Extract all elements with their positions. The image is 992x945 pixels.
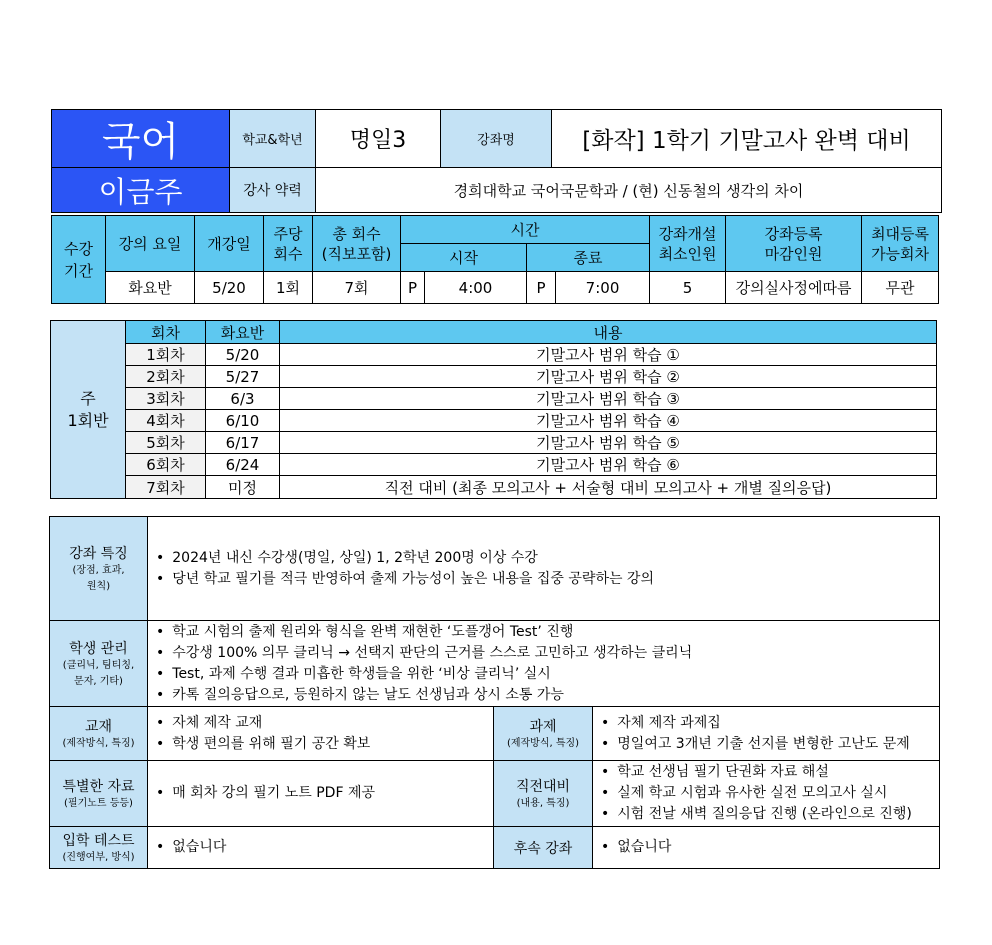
session-date: 미정 bbox=[206, 476, 280, 499]
session-content: 기말고사 범위 학습 ⑥ bbox=[280, 454, 937, 476]
time-header: 시간 bbox=[401, 216, 650, 244]
textbook-title: 교재 bbox=[84, 718, 113, 735]
session-content: 기말고사 범위 학습 ③ bbox=[280, 388, 937, 410]
start-date-value: 5/20 bbox=[195, 272, 264, 304]
table-row bbox=[51, 476, 937, 499]
table-row bbox=[51, 410, 937, 432]
session-number: 5회차 bbox=[126, 432, 206, 454]
session-number: 2회차 bbox=[126, 366, 206, 388]
final-prep-title: 직전대비 bbox=[515, 778, 571, 795]
homework-label bbox=[494, 707, 593, 761]
session-date: 6/17 bbox=[206, 432, 280, 454]
sessions-table bbox=[50, 320, 937, 499]
day-value: 화요반 bbox=[106, 272, 195, 304]
session-date: 6/24 bbox=[206, 454, 280, 476]
table-row bbox=[51, 454, 937, 476]
list-item: • 학교 선생님 필기 단권화 자료 해설 bbox=[601, 762, 939, 783]
textbook-label bbox=[50, 707, 148, 761]
max-session-header: 최대등록 가능회차 bbox=[862, 216, 939, 272]
features-title: 강좌 특징 bbox=[69, 545, 128, 562]
end-time-header: 종료 bbox=[527, 244, 650, 272]
table-row bbox=[51, 432, 937, 454]
list-item: • 없습니다 bbox=[156, 837, 493, 858]
schedule-table bbox=[51, 215, 939, 304]
subject-cell: 국어 bbox=[52, 110, 230, 168]
session-number: 4회차 bbox=[126, 410, 206, 432]
list-item: • 명일여고 3개년 기출 선지를 변형한 고난도 문제 bbox=[601, 734, 939, 755]
deadline-value: 강의실사정에따름 bbox=[726, 272, 862, 304]
list-item: • Test, 과제 수행 결과 미흡한 학생들을 위한 ‘비상 클리닉’ 실시 bbox=[156, 664, 939, 685]
session-date: 6/10 bbox=[206, 410, 280, 432]
homework-subtitle: (제작방식, 특징) bbox=[506, 737, 580, 749]
session-number: 3회차 bbox=[126, 388, 206, 410]
homework-content bbox=[593, 707, 940, 761]
sessions-side-label: 주 1회반 bbox=[51, 321, 126, 499]
min-enroll-value: 5 bbox=[650, 272, 726, 304]
course-details-table bbox=[49, 516, 940, 869]
management-content bbox=[148, 621, 940, 707]
session-number: 7회차 bbox=[126, 476, 206, 499]
list-item: • 자체 제작 과제집 bbox=[601, 713, 939, 734]
start-ampm: P bbox=[401, 272, 425, 304]
list-item: • 카톡 질의응답으로, 등원하지 않는 날도 선생님과 상시 소통 가능 bbox=[156, 685, 939, 706]
entrance-test-content bbox=[148, 827, 494, 869]
session-content: 직전 대비 (최종 모의고사 + 서술형 대비 모의고사 + 개별 질의응답) bbox=[280, 476, 937, 499]
course-header-table bbox=[51, 109, 942, 213]
teacher-profile: 경희대학교 국어국문학과 / (현) 신동철의 생각의 차이 bbox=[316, 168, 942, 213]
list-item: • 자체 제작 교재 bbox=[156, 713, 493, 734]
weekly-count-value: 1회 bbox=[264, 272, 313, 304]
deadline-header: 강좌등록 마감인원 bbox=[726, 216, 862, 272]
total-count-header: 총 회수 (직보포함) bbox=[313, 216, 401, 272]
session-content: 기말고사 범위 학습 ④ bbox=[280, 410, 937, 432]
list-item: • 수강생 100% 의무 클리닉 → 선택지 판단의 근거를 스스로 고민하고 생각하는 클리닉 bbox=[156, 643, 939, 664]
min-enroll-header: 강좌개설 최소인원 bbox=[650, 216, 726, 272]
textbook-content bbox=[148, 707, 494, 761]
features-content bbox=[148, 517, 940, 621]
list-item: • 당년 학교 필기를 적극 반영하여 출제 가능성이 높은 내용을 집중 공략하는 강의 bbox=[156, 569, 939, 590]
school-grade-label: 학교&학년 bbox=[230, 110, 316, 168]
period-label: 수강 기간 bbox=[52, 216, 106, 304]
list-item: • 실제 학교 시험과 유사한 실전 모의고사 실시 bbox=[601, 783, 939, 804]
list-item: • 없습니다 bbox=[601, 837, 939, 858]
total-count-value: 7회 bbox=[313, 272, 401, 304]
materials-title: 특별한 자료 bbox=[62, 778, 135, 795]
end-time-value: 7:00 bbox=[556, 272, 650, 304]
entrance-test-title: 입학 테스트 bbox=[62, 832, 135, 849]
homework-title: 과제 bbox=[529, 718, 557, 735]
day-col-header: 화요반 bbox=[206, 321, 280, 344]
session-date: 5/20 bbox=[206, 344, 280, 366]
start-time-value: 4:00 bbox=[425, 272, 527, 304]
textbook-subtitle: (제작방식, 특징) bbox=[62, 737, 135, 749]
entrance-test-subtitle: (진행여부, 방식) bbox=[62, 851, 135, 863]
list-item: • 시험 전날 새벽 질의응답 진행 (온라인으로 진행) bbox=[601, 804, 939, 825]
max-session-value: 무관 bbox=[862, 272, 939, 304]
table-row bbox=[51, 388, 937, 410]
session-date: 6/3 bbox=[206, 388, 280, 410]
materials-label bbox=[50, 761, 148, 827]
session-col-header: 회차 bbox=[126, 321, 206, 344]
followup-content bbox=[593, 827, 940, 869]
teacher-name: 이금주 bbox=[52, 168, 230, 213]
table-row bbox=[51, 366, 937, 388]
start-time-header: 시작 bbox=[401, 244, 527, 272]
management-label bbox=[50, 621, 148, 707]
profile-label: 강사 약력 bbox=[230, 168, 316, 213]
start-date-header: 개강일 bbox=[195, 216, 264, 272]
list-item: • 학교 시험의 출제 원리와 형식을 완벽 재현한 ‘도플갱어 Test’ 진행 bbox=[156, 622, 939, 643]
course-title: [화작] 1학기 기말고사 완벽 대비 bbox=[552, 110, 942, 168]
session-content: 기말고사 범위 학습 ② bbox=[280, 366, 937, 388]
entrance-test-label bbox=[50, 827, 148, 869]
features-label bbox=[50, 517, 148, 621]
list-item: • 매 회차 강의 필기 노트 PDF 제공 bbox=[156, 783, 493, 804]
school-grade-value: 명일3 bbox=[316, 110, 441, 168]
final-prep-subtitle: (내용, 특징) bbox=[516, 797, 570, 809]
materials-content bbox=[148, 761, 494, 827]
table-row bbox=[51, 344, 937, 366]
session-content: 기말고사 범위 학습 ① bbox=[280, 344, 937, 366]
management-subtitle: (클리닉, 팀티칭, 문자, 기타) bbox=[62, 659, 135, 687]
final-prep-label bbox=[494, 761, 593, 827]
end-ampm: P bbox=[527, 272, 556, 304]
content-col-header: 내용 bbox=[280, 321, 937, 344]
list-item: • 학생 편의를 위해 필기 공간 확보 bbox=[156, 734, 493, 755]
session-date: 5/27 bbox=[206, 366, 280, 388]
list-item: • 2024년 내신 수강생(명일, 상일) 1, 2학년 200명 이상 수강 bbox=[156, 548, 939, 569]
session-number: 6회차 bbox=[126, 454, 206, 476]
final-prep-content bbox=[593, 761, 940, 827]
course-name-label: 강좌명 bbox=[441, 110, 552, 168]
followup-label: 후속 강좌 bbox=[494, 827, 593, 869]
weekly-count-header: 주당 회수 bbox=[264, 216, 313, 272]
management-title: 학생 관리 bbox=[69, 640, 128, 657]
session-content: 기말고사 범위 학습 ⑤ bbox=[280, 432, 937, 454]
features-subtitle: (장점, 효과, 원칙) bbox=[72, 564, 125, 592]
materials-subtitle: (필기노트 등등) bbox=[64, 797, 133, 809]
session-number: 1회차 bbox=[126, 344, 206, 366]
day-header: 강의 요일 bbox=[106, 216, 195, 272]
